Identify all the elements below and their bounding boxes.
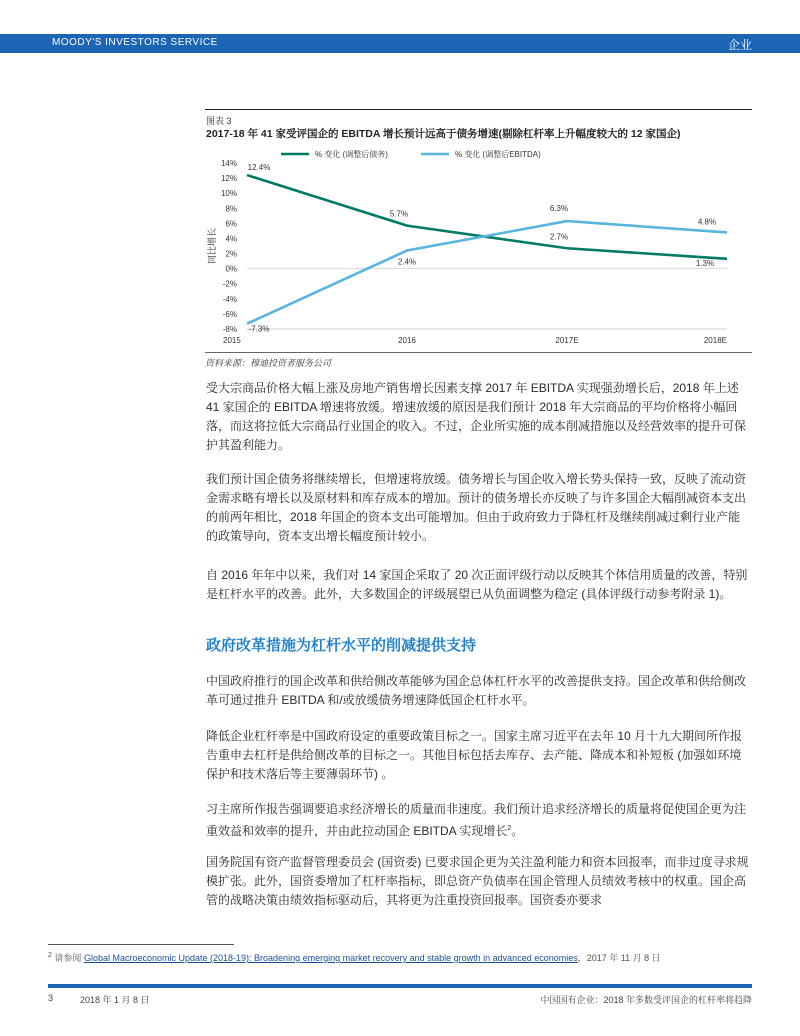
data-label: 2.7% [549,232,569,242]
paragraph-7: 国务院国有资产监督管理委员会 (国资委) 已要求国企更为关注盈利能力和资本回报率，而非过度寻求规模扩张。此外，国资委增加了杠杆率指标，即总资产负债率在国企管理人员绩效考核中的权重。国企高管的战略决策由绩效指标驱动后，其将更为注重投资回报率。国资委亦要求 [206,855,749,907]
data-label: 6.3% [549,204,569,214]
y-tick-label: 4% [225,234,237,244]
figure-source: 资料来源：穆迪投资者服务公司 [205,352,752,369]
y-tick-label: 14% [220,159,237,168]
y-axis-label: 同比增长 [207,227,217,265]
paragraph-4: 中国政府推行的国企改革和供给侧改革能够为国企总体杠杆水平的改善提供支持。国企改革和供给侧改革可通过推升 EBITDA 和/或放缓债务增速降低国企杠杆水平。 [206,674,747,707]
y-tick-label: 10% [220,189,237,199]
section-heading: 政府改革措施为杠杆水平的削减提供支持 [206,637,477,654]
y-tick-label: -6% [222,309,237,319]
chart-data-labels [248,163,716,334]
paragraph-6 [206,800,752,841]
series-line-2 [247,221,727,324]
data-label: -7.3% [248,324,270,334]
x-tick-label: 2017E [555,336,579,345]
chart-legend [281,149,541,159]
paragraph-6-text: 习主席所作报告强调要追求经济增长的质量而非速度。我们预计追求经济增长的质量将促使国企更为注重效益和效率的提升，并由此拉动国企 EBITDA 实现增长 [206,802,747,838]
footnote-suffix: ，2017 年 11 月 8 日 [577,953,661,963]
page-number: 3 [48,993,54,1003]
footer-date: 2018 年 1 月 8 日 [80,995,150,1005]
y-tick-label: -8% [222,325,237,334]
series-line-1 [247,175,727,259]
section-label: 企业 [727,38,752,52]
header-bar [0,34,800,53]
x-tick-label: 2016 [398,336,416,345]
legend-label-2: % 变化 (调整后EBITDA) [455,150,541,159]
y-tick-label: 0% [225,264,237,274]
footer-title: 中国国有企业：2018 年多数受评国企的杠杆率将趋降 [540,995,752,1005]
paragraph-3: 自 2016 年年中以来，我们对 14 家国企采取了 20 次正面评级行动以反映其个体信用质量的改善，特别是杠杆水平的改善。此外，大多数国企的评级展望已从负面调整为稳定 (具体评级行动参考附录 1)。 [206,568,748,601]
footer-bar [48,984,752,988]
y-tick-label: 8% [225,204,237,214]
figure-title: 2017-18 年 41 家受评国企的 EBITDA 增长预计远高于债务增速(剔除杠杆率上升幅度较大的 12 家国企) [206,128,681,140]
legend-label-1: % 变化 (调整后债务) [315,150,388,159]
chart-series [247,175,727,324]
data-label: 12.4% [247,163,271,173]
paragraph-5: 降低企业杠杆率是中国政府设定的重要政策目标之一。国家主席习近平在去年 10 月十九大期间所作报告重申去杠杆是供给侧改革的目标之一。其他目标包括去库存、去产能、降成本和补短板 (加强如环境保护和技术落后等主要薄弱环节) 。 [206,729,743,781]
y-tick-label: 2% [225,249,237,259]
line-chart [195,142,755,350]
paragraph-2: 我们预计国企债务将继续增长，但增速将放缓。债务增长与国企收入增长势头保持一致，反映了流动资金需求略有增长以及原材料和库存成本的增加。预计的债务增长亦反映了与许多国企大幅削减资本支出的前两年相比，2018 年国企的资本支出可能增加。但由于政府致力于降杠杆及继续削减过剩行业产能的政策导向，资本支出增长幅度预计较小。 [206,472,747,543]
data-label: 5.7% [389,209,409,219]
y-tick-label: -4% [222,294,237,304]
footnote [48,951,661,964]
footnote-link[interactable]: Global Macroeconomic Update (2018-19): Broadening emerging market recovery and stable growth in advanced economies [83,953,578,963]
paragraph-6-end: 。 [511,824,524,838]
x-tick-label: 2015 [223,336,241,345]
y-tick-label: 12% [220,174,237,184]
data-label: 4.8% [697,217,717,227]
figure-label: 图表 3 [206,116,232,126]
footnote-number: 2 [48,952,52,959]
data-label: 2.4% [397,257,417,267]
data-label: 1.3% [695,258,715,268]
y-tick-label: -2% [222,279,237,289]
footnote-ref[interactable]: 2 [507,825,512,832]
footnote-prefix: 请参阅 [54,953,82,963]
brand-name: MOODY'S INVESTORS SERVICE [52,37,218,48]
y-tick-label: 6% [225,219,237,229]
footnote-rule [48,944,234,945]
paragraph-1: 受大宗商品价格大幅上涨及房地产销售增长因素支撑 2017 年 EBITDA 实现强劲增长后，2018 年上述 41 家国企的 EBITDA 增速将放缓。增速放缓的原因是我们预计 2018 年大宗商品的平均价格将小幅回落，而这将拉低大宗商品行业国企的收入。不过，企业所实施的成本削减措施以及经营效率的提升可保护其盈利能力。 [206,381,747,452]
x-tick-label: 2018E [703,336,727,345]
figure-top-rule [205,109,752,110]
